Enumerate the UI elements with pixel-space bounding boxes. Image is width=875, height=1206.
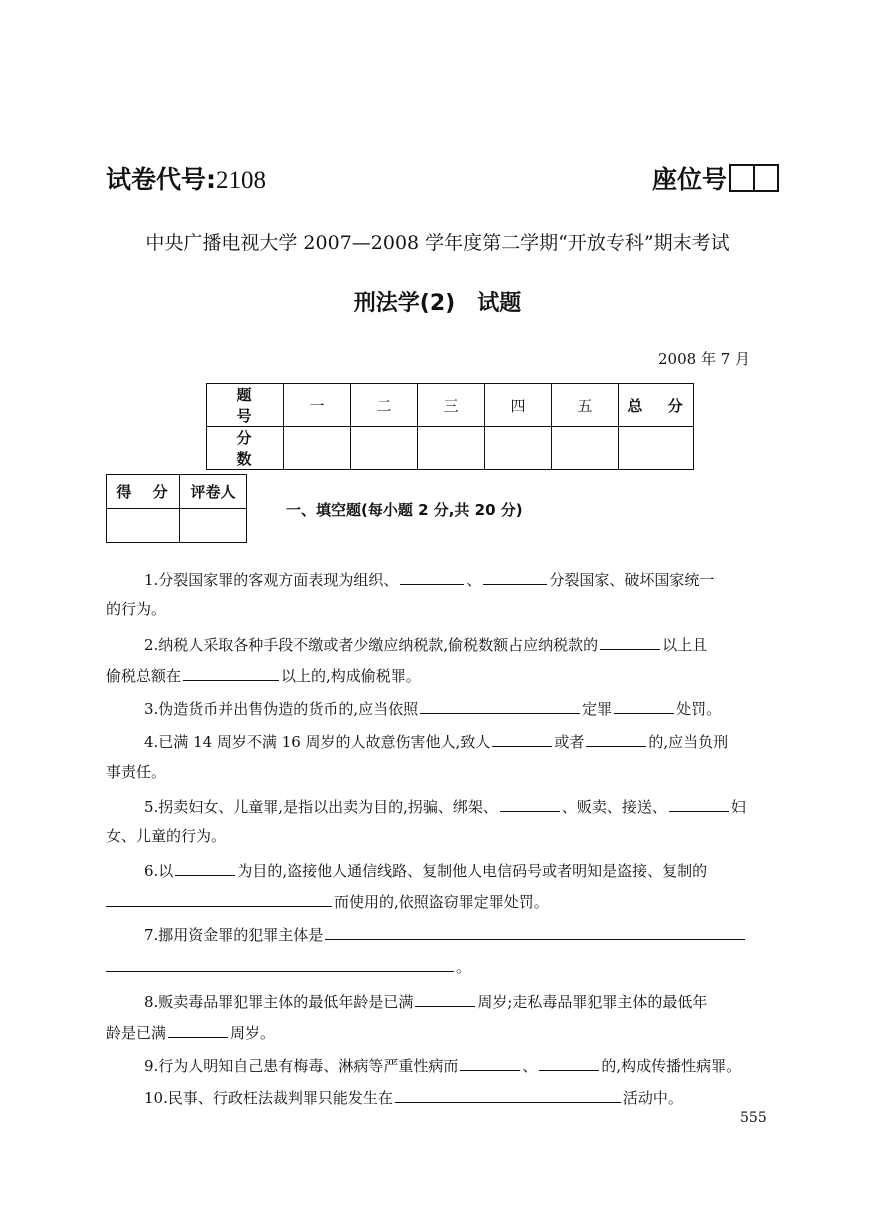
q8-blank-1[interactable] bbox=[415, 990, 475, 1007]
q6-blank-2[interactable] bbox=[106, 890, 332, 907]
q3-blank-2[interactable] bbox=[614, 697, 674, 714]
section-title: 一、填空题(每小题 2 分,共 20 分) bbox=[286, 501, 523, 519]
exam-date: 2008 年 7 月 bbox=[658, 350, 751, 368]
q5-blank-2[interactable] bbox=[669, 795, 729, 812]
question-6-line-1: 6.以 为目的,盗接他人通信线路、复制他人电信码号或者明知是盗接、复制的 bbox=[106, 859, 778, 881]
score-header-2: 二 bbox=[351, 384, 418, 427]
score-cell-total[interactable] bbox=[619, 427, 694, 470]
question-7-line-1: 7.挪用资金罪的犯罪主体是 bbox=[106, 923, 778, 945]
grader-header-grader: 评卷人 bbox=[180, 475, 247, 509]
score-header-total: 总 分 bbox=[619, 384, 694, 427]
seat-box-1[interactable] bbox=[731, 166, 753, 190]
q1-blank-2[interactable] bbox=[483, 568, 547, 585]
question-10: 10.民事、行政枉法裁判罪只能发生在 活动中。 bbox=[106, 1086, 778, 1108]
q1-blank-1[interactable] bbox=[400, 568, 464, 585]
q4-blank-2[interactable] bbox=[586, 730, 646, 747]
grader-name-cell[interactable] bbox=[180, 509, 247, 543]
question-3: 3.伪造货币并出售伪造的货币的,应当依照 定罪 处罚。 bbox=[106, 697, 778, 719]
question-2-line-2: 偷税总额在 以上的,构成偷税罪。 bbox=[106, 664, 778, 686]
score-cell-3[interactable] bbox=[418, 427, 485, 470]
score-header-4: 四 bbox=[485, 384, 552, 427]
score-table-header-row bbox=[207, 384, 694, 427]
score-cell-5[interactable] bbox=[552, 427, 619, 470]
q7-blank-1[interactable] bbox=[325, 923, 745, 940]
exam-code-value: 2108 bbox=[216, 167, 266, 194]
score-cell-2[interactable] bbox=[351, 427, 418, 470]
score-cell-4[interactable] bbox=[485, 427, 552, 470]
grader-table bbox=[106, 474, 247, 543]
q2-blank-1[interactable] bbox=[600, 633, 660, 650]
page-number: 555 bbox=[740, 1110, 767, 1126]
question-5-line-2: 女、儿童的行为。 bbox=[106, 827, 227, 845]
q7-blank-2[interactable] bbox=[106, 955, 454, 972]
score-header-label: 题 号 bbox=[207, 384, 284, 427]
question-1-line-2: 的行为。 bbox=[106, 600, 167, 618]
q10-blank-1[interactable] bbox=[395, 1086, 621, 1103]
score-header-1: 一 bbox=[284, 384, 351, 427]
grader-header-score: 得 分 bbox=[107, 475, 180, 509]
grader-entry-row bbox=[107, 509, 247, 543]
q6-blank-1[interactable] bbox=[175, 859, 235, 876]
exam-title: 刑法学(2) 试题 bbox=[353, 291, 522, 316]
score-table bbox=[206, 383, 694, 470]
grader-score-cell[interactable] bbox=[107, 509, 180, 543]
question-5-line-1: 5.拐卖妇女、儿童罪,是指以出卖为目的,拐骗、绑架、 、贩卖、接送、 妇 bbox=[106, 795, 778, 817]
score-cell-1[interactable] bbox=[284, 427, 351, 470]
question-2-line-1: 2.纳税人采取各种手段不缴或者少缴应纳税款,偷税数额占应纳税款的 以上且 bbox=[106, 633, 778, 655]
q5-blank-1[interactable] bbox=[500, 795, 560, 812]
q9-blank-1[interactable] bbox=[460, 1054, 520, 1071]
q3-blank-1[interactable] bbox=[420, 697, 580, 714]
question-6-line-2: 而使用的,依照盗窃罪定罪处罚。 bbox=[106, 890, 778, 912]
score-header-5: 五 bbox=[552, 384, 619, 427]
question-1-line-1: 1.分裂国家罪的客观方面表现为组织、 、 分裂国家、破坏国家统一 bbox=[106, 568, 778, 590]
seat-number-label: 座位号 bbox=[652, 165, 728, 194]
score-row-label: 分 数 bbox=[207, 427, 284, 470]
seat-box-2[interactable] bbox=[753, 166, 777, 190]
seat-number bbox=[652, 160, 779, 196]
seat-number-boxes[interactable] bbox=[729, 164, 779, 192]
q4-blank-1[interactable] bbox=[492, 730, 552, 747]
question-7-line-2: 。 bbox=[106, 955, 778, 977]
question-9: 9.行为人明知自己患有梅毒、淋病等严重性病而 、 的,构成传播性病罪。 bbox=[106, 1054, 778, 1076]
q2-blank-2[interactable] bbox=[183, 664, 279, 681]
grader-header-row bbox=[107, 475, 247, 509]
score-table-score-row bbox=[207, 427, 694, 470]
question-8-line-1: 8.贩卖毒品罪犯罪主体的最低年龄是已满 周岁;走私毒品罪犯罪主体的最低年 bbox=[106, 990, 778, 1012]
question-4-line-2: 事责任。 bbox=[106, 763, 167, 781]
exam-code bbox=[106, 160, 266, 196]
q8-blank-2[interactable] bbox=[168, 1021, 228, 1038]
question-8-line-2: 龄是已满 周岁。 bbox=[106, 1021, 778, 1043]
score-header-3: 三 bbox=[418, 384, 485, 427]
question-4-line-1: 4.已满 14 周岁不满 16 周岁的人故意伤害他人,致人 或者 的,应当负刑 bbox=[106, 730, 778, 752]
institution-line: 中央广播电视大学 2007—2008 学年度第二学期“开放专科”期末考试 bbox=[145, 232, 730, 254]
q9-blank-2[interactable] bbox=[539, 1054, 599, 1071]
exam-code-label: 试卷代号: bbox=[106, 165, 216, 194]
